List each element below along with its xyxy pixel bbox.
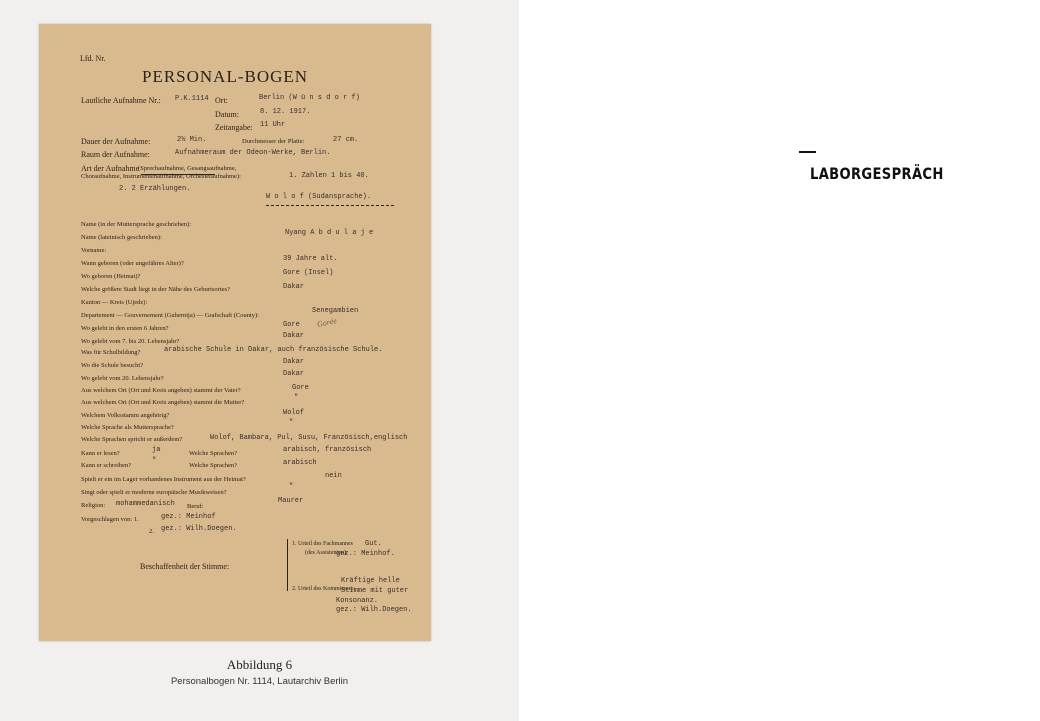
place-value: Berlin (W ü n s d o r f): [259, 94, 360, 102]
field-label: Welche Sprachen spricht er außerdem?: [81, 436, 183, 443]
field-value: arabische Schule in Dakar, auch französische Schule.: [164, 346, 383, 354]
field-value: Senegambien: [312, 307, 359, 315]
field-label: Was für Schulbildung?: [81, 349, 141, 356]
room-label: Raum der Aufnahme:: [81, 150, 150, 159]
field-value: Nyang A b d u l a j e: [285, 229, 374, 237]
religion-label: Religion:: [81, 502, 106, 509]
field-label: Wo gelebt in den ersten 6 Jahren?: [81, 325, 169, 332]
field-value: Gore (Insel): [283, 269, 334, 277]
commissar-judgment-label: 2. Urteil des Kommissars:: [292, 586, 355, 592]
field-label: Vorname:: [81, 247, 107, 254]
suggested-by-1: gez.: Meinhof: [161, 513, 216, 521]
commissar-judgment-value: Konsonanz.: [336, 597, 379, 605]
field-value: Gore: [283, 321, 300, 329]
field-label: Wo geboren (Heimat)?: [81, 273, 141, 280]
write-label: Kann er schreiben?: [81, 462, 132, 469]
suggested-by-label: Vorgeschlagen von: 1.: [81, 516, 139, 523]
field-label: Name (lateinisch geschrieben):: [81, 234, 162, 241]
expert-judgment-label-2: (des Assistenten):: [305, 550, 348, 556]
figure-caption-subtitle: Personalbogen Nr. 1114, Lautarchiv Berlin: [170, 676, 349, 687]
diameter-label: Durchmesser der Platte:: [242, 138, 305, 145]
field-label: Aus welchem Ort (Ort und Kreis angeben) stammt der Vater?: [81, 387, 241, 394]
field-label: Aus welchem Ort (Ort und Kreis angeben) stammt die Mutter?: [81, 399, 245, 406]
field-label: Welche größere Stadt liegt in der Nähe des Geburtsortes?: [81, 286, 230, 293]
duration-label: Dauer der Aufnahme:: [81, 137, 151, 146]
commissar-judgment-value: gez.: Wilh.Doegen.: [336, 606, 412, 614]
field-label: Welchem Volksstamm angehörig?: [81, 412, 170, 419]
field-value: Dakar: [283, 332, 305, 340]
field-value: Wolof, Bambara, Pul, Susu, Französisch,englisch: [210, 434, 408, 442]
type-options-line1: (Sprechaufnahme, Gesangsaufnahme,: [138, 165, 237, 172]
music-label: Singt oder spielt er moderne europäische Musikweisen?: [81, 489, 227, 496]
write-languages-label: Welche Sprachen?: [189, 462, 238, 469]
profession-value: Maurer: [278, 497, 304, 505]
field-label: Wo gelebt vom 20. Lebensjahr?: [81, 375, 164, 382]
personal-bogen-sheet: [39, 24, 431, 641]
language-value: W o l o f (Sudansprache).: [266, 193, 372, 201]
field-label: Departement — Gouvernement (Gubernija) — Grafschaft (County):: [81, 312, 259, 319]
diameter-value: 27 cm.: [333, 136, 359, 144]
date-value: 8. 12. 1917.: [260, 108, 311, 116]
profession-label: Beruf:: [187, 503, 204, 510]
write-value: ": [152, 457, 157, 465]
recording-number-label: Lautliche Aufnahme Nr.:: [81, 96, 161, 105]
type-value-line1: 1. Zahlen 1 bis 40.: [289, 172, 369, 180]
field-value: ": [289, 419, 294, 427]
commissar-judgment-value: Kräftige helle: [341, 577, 400, 585]
voice-bracket: [287, 539, 288, 591]
field-label: Wo die Schule besucht?: [81, 362, 144, 369]
suggested-by-2-number: 2.: [149, 528, 154, 535]
field-label: Wo gelebt vom 7. bis 20. Lebensjahr?: [81, 338, 180, 345]
instrument-value: nein: [325, 472, 342, 480]
recording-number-value: P.K.1114: [175, 95, 209, 103]
field-value: Gore: [292, 384, 309, 392]
expert-judgment-value-1: Gut.: [365, 540, 382, 548]
duration-value: 2½ Min.: [177, 136, 207, 144]
read-languages-label: Welche Sprachen?: [189, 450, 238, 457]
field-value: Dakar: [283, 283, 305, 291]
type-label: Art der Aufnahme: [81, 164, 140, 173]
field-label: Welche Sprache als Muttersprache?: [81, 424, 174, 431]
field-value: Dakar: [283, 370, 305, 378]
language-underline: [266, 205, 394, 207]
expert-judgment-value-2: gez.: Meinhof.: [336, 550, 395, 558]
type-options-line2: Choraufnahme, Instrumentenaufnahme, Orchesteraufnahme):: [81, 173, 241, 180]
commissar-judgment-value: Stimme mit guter: [341, 587, 409, 595]
time-value: 11 Uhr: [260, 121, 286, 129]
right-page: [519, 0, 1040, 721]
field-label: Wann geboren (oder ungefähres Alter)?: [81, 260, 184, 267]
voice-quality-label: Beschaffenheit der Stimme:: [140, 562, 230, 571]
write-languages-value: arabisch: [283, 459, 317, 467]
type-value-line2: 2. 2 Erzählungen.: [119, 185, 191, 193]
date-label: Datum:: [215, 110, 239, 119]
section-heading: LABORGESPRÄCH: [810, 164, 944, 183]
read-languages-value: arabisch, französisch: [283, 446, 372, 454]
music-value: ": [289, 483, 294, 491]
suggested-by-2: gez.: Wilh.Doegen.: [161, 525, 237, 533]
field-label: Name (in der Muttersprache geschrieben):: [81, 221, 192, 228]
sheet-title: PERSONAL-BOGEN: [142, 67, 309, 86]
room-value: Aufnahmeraum der Odeon-Werke, Berlin.: [175, 149, 331, 157]
religion-value: mohammedanisch: [116, 500, 175, 508]
figure-caption-title: Abbildung 6: [226, 657, 293, 672]
read-value: ja: [152, 446, 161, 454]
field-value: ": [294, 394, 299, 402]
field-label: Kanton — Kreis (Ujedz):: [81, 299, 148, 306]
lfd-nr-label: Lfd. Nr.: [80, 54, 106, 63]
field-value: Wolof: [283, 409, 305, 417]
field-value: Dakar: [283, 358, 305, 366]
expert-judgment-label-1: 1. Urteil des Fachmannes: [292, 541, 353, 547]
instrument-label: Spielt er ein im Lager vorhandenes Instrument aus der Heimat?: [81, 476, 246, 483]
heading-dash: [799, 151, 816, 153]
handwritten-note: Gorée: [316, 316, 338, 329]
left-page: [0, 0, 519, 721]
read-label: Kann er lesen?: [81, 450, 120, 457]
field-value: 39 Jahre alt.: [283, 255, 338, 263]
time-label: Zeitangabe:: [215, 123, 253, 132]
place-label: Ort:: [215, 96, 228, 105]
